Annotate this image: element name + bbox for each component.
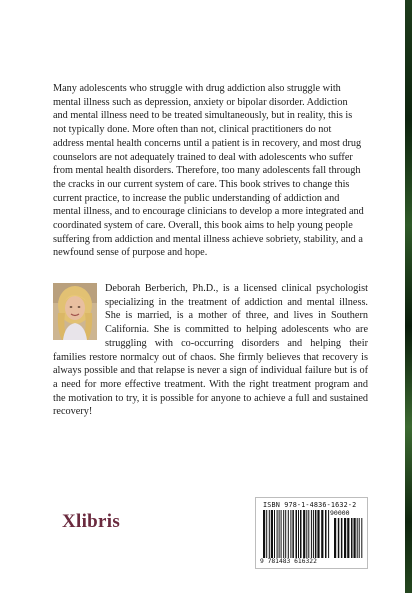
price-addon-code: 90000 bbox=[330, 509, 350, 517]
barcode-bar bbox=[354, 518, 356, 558]
isbn-barcode-box bbox=[255, 497, 368, 569]
addon-barcode bbox=[334, 518, 364, 558]
author-bio bbox=[53, 282, 368, 419]
barcode-bar bbox=[274, 510, 275, 558]
barcode-bar bbox=[311, 510, 312, 558]
isbn-label: ISBN 978-1-4836-1632-2 bbox=[263, 501, 357, 509]
barcode-bar bbox=[269, 510, 270, 558]
barcode-bar bbox=[357, 518, 358, 558]
barcode-bar bbox=[334, 518, 336, 558]
barcode-bar bbox=[266, 510, 267, 558]
barcode-bar bbox=[281, 510, 282, 558]
barcode-bar bbox=[317, 510, 319, 558]
barcode-bar bbox=[315, 510, 317, 558]
barcode-bar bbox=[300, 510, 302, 558]
barcode-bar bbox=[306, 510, 307, 558]
barcode-bar bbox=[288, 510, 289, 558]
barcode-bar bbox=[296, 510, 298, 558]
barcode-bar bbox=[313, 510, 314, 558]
barcode-bar bbox=[344, 518, 346, 558]
barcode-bar bbox=[308, 510, 309, 558]
barcode-bar bbox=[347, 518, 349, 558]
publisher-logo: Xlibris bbox=[62, 511, 121, 532]
barcode-bar bbox=[285, 510, 286, 558]
barcode-bar bbox=[341, 518, 343, 558]
book-blurb: Many adolescents who struggle with drug addiction also struggle with mental illness such as depression, anxiety or bipolar disorder. Addiction and mental illness need to be treated simultaneously, but in reality, this is not typically done. More often than not, clinical practitioners do not address mental health concerns until a patient is in recovery, and most drug counselors are not adequately trained to deal with adolescents who suffer from mental health disorders. Therefore, too many adolescents fall through the cracks in our current system of care. This book strives to change this current practice, to increase the public understanding of addiction and mental illness, and to encourage clinicians to develop a more integrated and coordinated system of care. Overall, this book aims to help young people suffering from addiction and mental illness achieve sobriety, stability, and a newfound sense of purpose and hope. bbox=[53, 83, 364, 259]
barcode-bar bbox=[283, 510, 284, 558]
ean-barcode bbox=[263, 510, 331, 558]
barcode-bar bbox=[290, 510, 291, 558]
barcode-bar bbox=[321, 510, 323, 558]
barcode-bar bbox=[361, 518, 362, 558]
barcode-bar bbox=[298, 510, 299, 558]
barcode-bar bbox=[279, 510, 280, 558]
barcode-bar bbox=[351, 518, 353, 558]
photo-spacer bbox=[53, 282, 105, 338]
cover-edge-strip bbox=[405, 0, 412, 593]
barcode-bar bbox=[359, 518, 360, 558]
barcode-bar bbox=[277, 510, 278, 558]
author-bio-text: Deborah Berberich, Ph.D., is a licensed clinical psychologist specializing in the treatment of addiction and mental illness. She is married, is a mother of three, and lives in Southern California. She is committed to helping adolescents who are struggling with co-occurring disorders and helping their families restore normalcy out of chaos. She firmly believes that recovery is always possible and that relapse is never a sign of individual failure but is of a need for more effective treatment. With the right treatment program and the motivation to try, it is possible for anyone to achieve a full and sustained recovery! bbox=[53, 283, 368, 418]
barcode-bar bbox=[292, 510, 294, 558]
barcode-bar bbox=[325, 510, 327, 558]
barcode-bar bbox=[303, 510, 305, 558]
barcode-bar bbox=[338, 518, 340, 558]
barcode-digits: 9 781483 616322 bbox=[260, 558, 317, 565]
barcode-bar bbox=[263, 510, 265, 558]
barcode-bar bbox=[271, 510, 273, 558]
barcode-bar bbox=[328, 510, 329, 558]
